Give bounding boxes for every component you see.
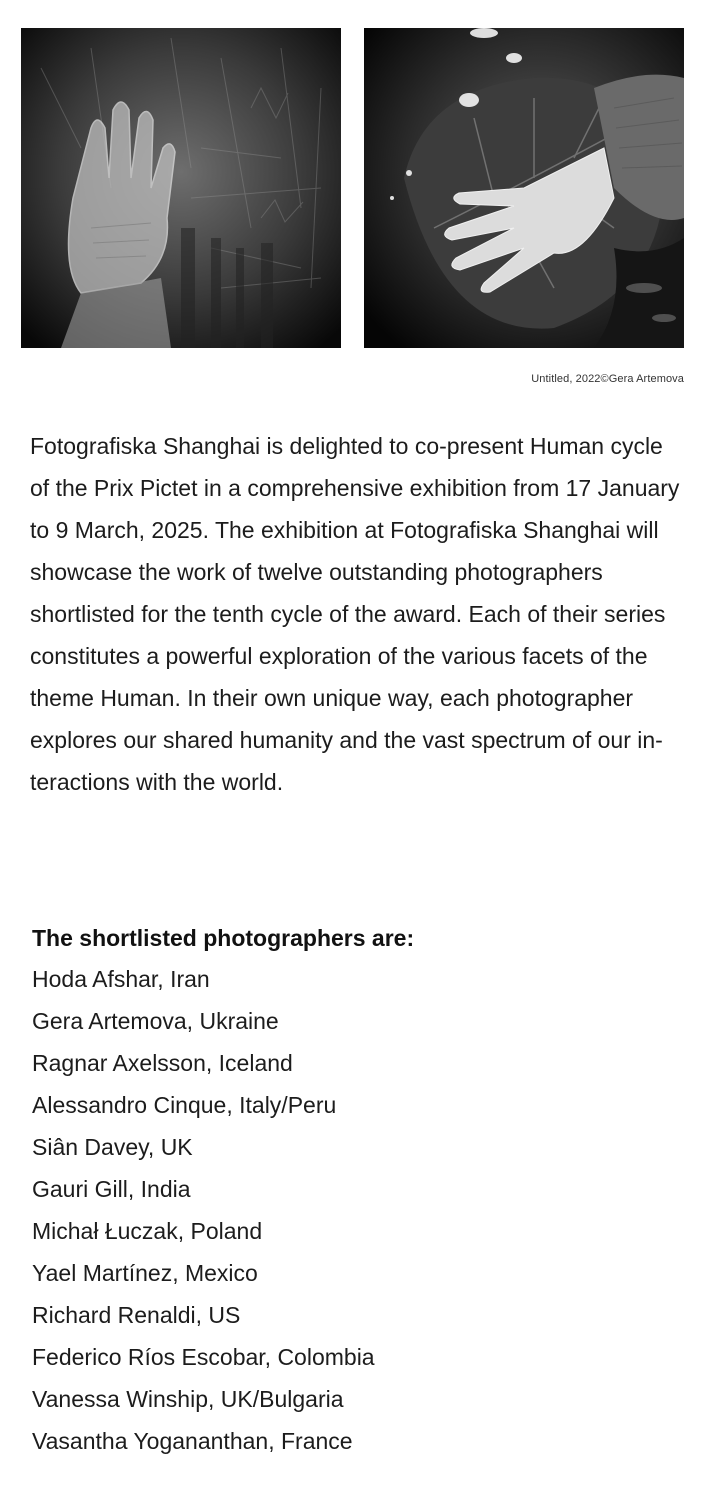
list-item: Federico Ríos Escobar, Colombia: [32, 1344, 375, 1370]
photo-hand-on-leaf: [364, 28, 684, 348]
list-item: Siân Davey, UK: [32, 1134, 193, 1160]
list-item: Vanessa Winship, UK/Bulgaria: [32, 1386, 344, 1412]
list-item: Gera Artemova, Ukraine: [32, 1008, 279, 1034]
list-item: Yael Martínez, Mexico: [32, 1260, 258, 1286]
intro-paragraph: Fotografiska Shanghai is delighted to co-present Human cycle of the Prix Pictet in a comprehensive exhibition from 17 January to 9 March, 2025. The exhibition at Fotografiska Shanghai will showcase the work of twelve outstanding photographers shortlisted for the tenth cycle of the award. Each of their series constitutes a powerful exploration of the various facets of the theme Human. In their own unique way, each photographer explores our shared humanity and the vast spectrum of our in-teractions with the world.: [30, 433, 680, 795]
list-item: Gauri Gill, India: [32, 1176, 191, 1202]
list-item: Vasantha Yogananthan, France: [32, 1428, 353, 1454]
shortlist-heading: The shortlisted photographers are:: [32, 925, 415, 951]
photographer-list: [32, 958, 375, 1462]
photo-hand-on-wall: [21, 28, 341, 348]
list-item: Richard Renaldi, US: [32, 1302, 241, 1328]
list-item: Michał Łuczak, Poland: [32, 1218, 263, 1244]
list-item: Hoda Afshar, Iran: [32, 966, 210, 992]
list-item: Alessandro Cinque, Italy/Peru: [32, 1092, 337, 1118]
list-item: Ragnar Axelsson, Iceland: [32, 1050, 293, 1076]
photo-caption: Untitled, 2022©Gera Artemova: [531, 373, 684, 385]
